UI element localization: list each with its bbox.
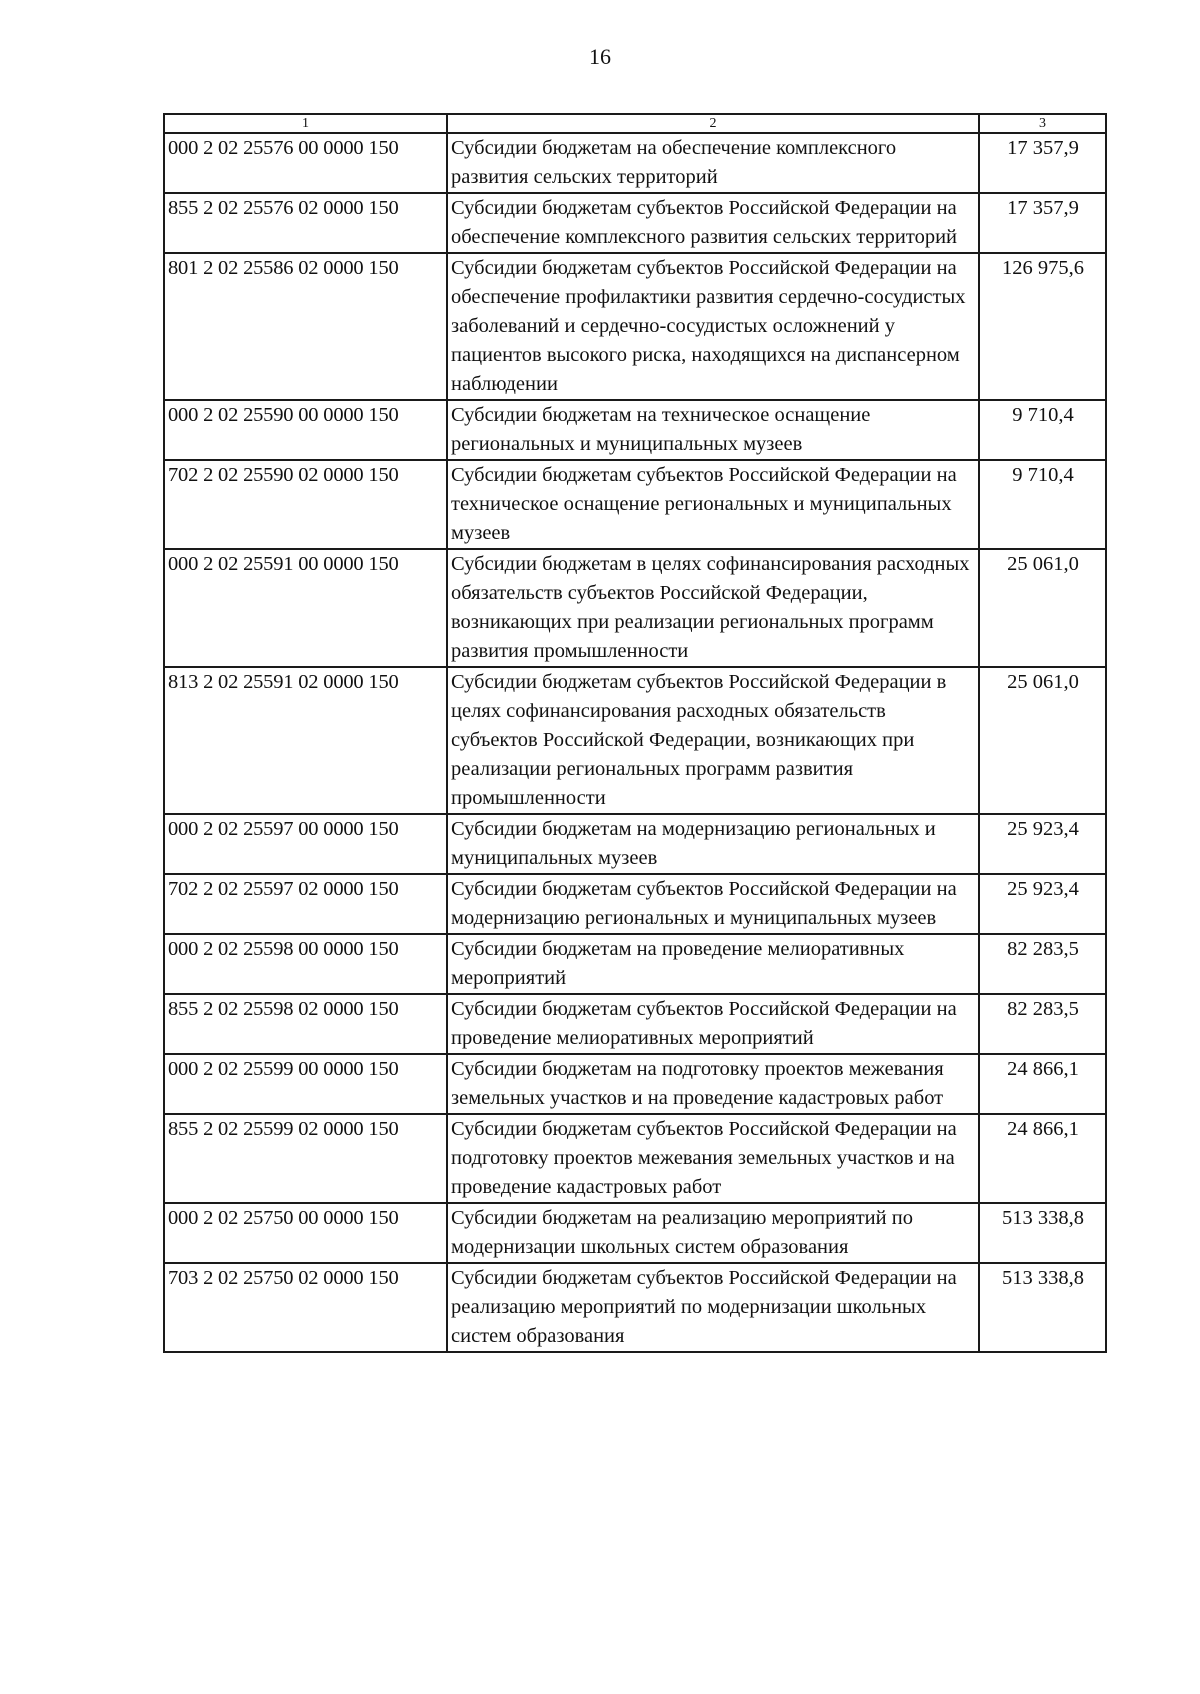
budget-code: 813 2 02 25591 02 0000 150 — [164, 667, 447, 814]
table-row — [164, 253, 1106, 400]
income-name: Субсидии бюджетам в целях софинансирования расходных обязательств субъектов Российской Федерации, возникающих при реализации региональных программ развития промышленности — [447, 549, 979, 667]
income-name: Субсидии бюджетам на проведение мелиоративных мероприятий — [447, 934, 979, 994]
budget-code: 855 2 02 25599 02 0000 150 — [164, 1114, 447, 1203]
amount: 24 866,1 — [979, 1054, 1106, 1114]
table-row — [164, 193, 1106, 253]
column-header-code: 1 — [164, 114, 447, 133]
budget-code: 000 2 02 25599 00 0000 150 — [164, 1054, 447, 1114]
budget-code: 702 2 02 25590 02 0000 150 — [164, 460, 447, 549]
amount: 25 061,0 — [979, 667, 1106, 814]
table-row — [164, 667, 1106, 814]
income-name: Субсидии бюджетам субъектов Российской Федерации в целях софинансирования расходных обязательств субъектов Российской Федерации, возникающих при реализации региональных программ развития промышленности — [447, 667, 979, 814]
income-name: Субсидии бюджетам на техническое оснащение региональных и муниципальных музеев — [447, 400, 979, 460]
amount: 513 338,8 — [979, 1263, 1106, 1352]
amount: 17 357,9 — [979, 133, 1106, 193]
column-header-name: 2 — [447, 114, 979, 133]
table-row — [164, 133, 1106, 193]
income-name: Субсидии бюджетам субъектов Российской Федерации на обеспечение комплексного развития сельских территорий — [447, 193, 979, 253]
table-row — [164, 1203, 1106, 1263]
budget-code: 855 2 02 25576 02 0000 150 — [164, 193, 447, 253]
budget-code: 855 2 02 25598 02 0000 150 — [164, 994, 447, 1054]
income-name: Субсидии бюджетам на подготовку проектов межевания земельных участков и на проведение кадастровых работ — [447, 1054, 979, 1114]
budget-code: 702 2 02 25597 02 0000 150 — [164, 874, 447, 934]
budget-code: 000 2 02 25590 00 0000 150 — [164, 400, 447, 460]
budget-code: 000 2 02 25576 00 0000 150 — [164, 133, 447, 193]
income-name: Субсидии бюджетам субъектов Российской Федерации на проведение мелиоративных мероприятий — [447, 994, 979, 1054]
income-name: Субсидии бюджетам субъектов Российской Федерации на обеспечение профилактики развития сердечно-сосудистых заболеваний и сердечно-сосудистых осложнений у пациентов высокого риска, находящихся на диспансерном наблюдении — [447, 253, 979, 400]
income-name: Субсидии бюджетам на реализацию мероприятий по модернизации школьных систем образования — [447, 1203, 979, 1263]
amount: 82 283,5 — [979, 994, 1106, 1054]
income-name: Субсидии бюджетам субъектов Российской Федерации на реализацию мероприятий по модернизации школьных систем образования — [447, 1263, 979, 1352]
budget-code: 000 2 02 25597 00 0000 150 — [164, 814, 447, 874]
income-name: Субсидии бюджетам субъектов Российской Федерации на подготовку проектов межевания земельных участков и на проведение кадастровых работ — [447, 1114, 979, 1203]
table-row — [164, 1114, 1106, 1203]
table-row — [164, 400, 1106, 460]
income-name: Субсидии бюджетам на обеспечение комплексного развития сельских территорий — [447, 133, 979, 193]
column-header-amount: 3 — [979, 114, 1106, 133]
budget-table — [163, 113, 1107, 1353]
table-header-row — [164, 114, 1106, 133]
amount: 25 923,4 — [979, 814, 1106, 874]
budget-code: 000 2 02 25591 00 0000 150 — [164, 549, 447, 667]
amount: 513 338,8 — [979, 1203, 1106, 1263]
table-row — [164, 874, 1106, 934]
table-row — [164, 994, 1106, 1054]
amount: 126 975,6 — [979, 253, 1106, 400]
amount: 24 866,1 — [979, 1114, 1106, 1203]
amount: 9 710,4 — [979, 400, 1106, 460]
table-row — [164, 934, 1106, 994]
table-row — [164, 460, 1106, 549]
table-row — [164, 1263, 1106, 1352]
income-name: Субсидии бюджетам субъектов Российской Федерации на техническое оснащение региональных и муниципальных музеев — [447, 460, 979, 549]
budget-code: 703 2 02 25750 02 0000 150 — [164, 1263, 447, 1352]
amount: 82 283,5 — [979, 934, 1106, 994]
table-row — [164, 814, 1106, 874]
income-name: Субсидии бюджетам субъектов Российской Федерации на модернизацию региональных и муниципальных музеев — [447, 874, 979, 934]
amount: 9 710,4 — [979, 460, 1106, 549]
amount: 25 923,4 — [979, 874, 1106, 934]
amount: 25 061,0 — [979, 549, 1106, 667]
budget-code: 801 2 02 25586 02 0000 150 — [164, 253, 447, 400]
budget-code: 000 2 02 25750 00 0000 150 — [164, 1203, 447, 1263]
income-name: Субсидии бюджетам на модернизацию региональных и муниципальных музеев — [447, 814, 979, 874]
amount: 17 357,9 — [979, 193, 1106, 253]
page-number: 16 — [589, 44, 611, 69]
budget-code: 000 2 02 25598 00 0000 150 — [164, 934, 447, 994]
table-row — [164, 549, 1106, 667]
table-row — [164, 1054, 1106, 1114]
